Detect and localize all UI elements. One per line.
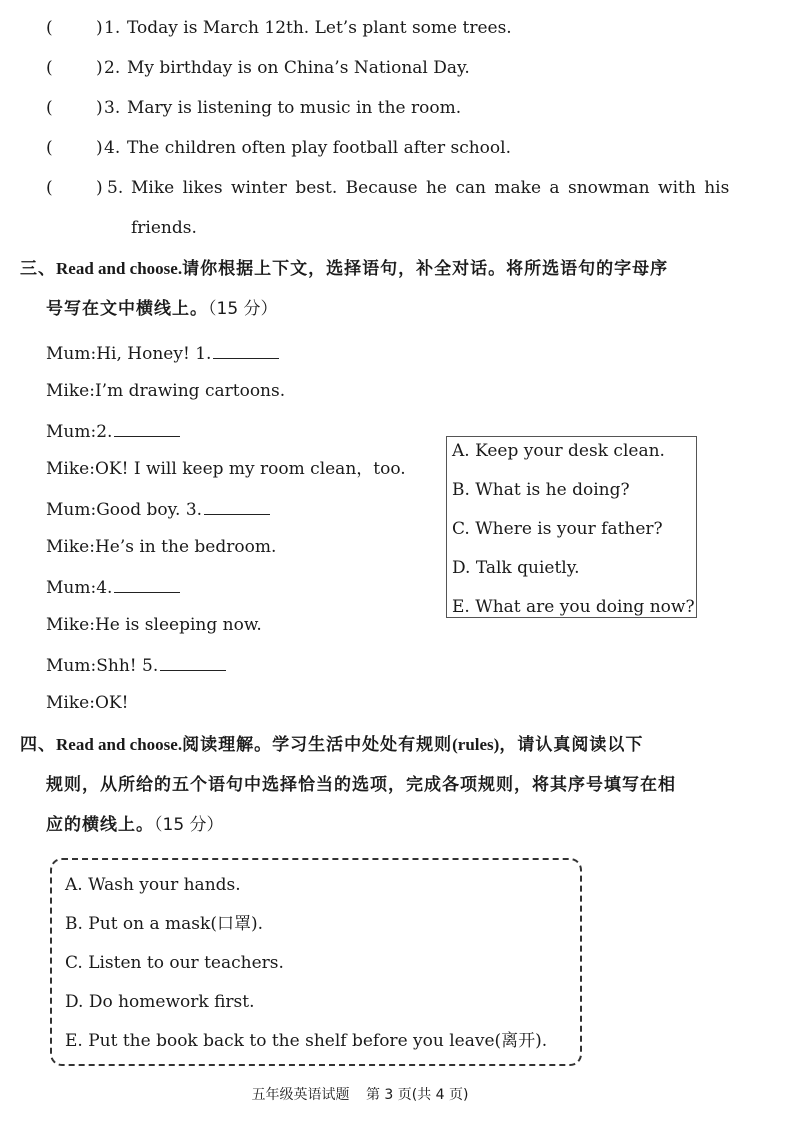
rule-option-b: B. Put on a mask(口罩). bbox=[65, 914, 263, 934]
option-d: D. Talk quietly. bbox=[452, 558, 580, 578]
section-3-heading-cont bbox=[46, 296, 278, 322]
option-c: C. Where is your father? bbox=[452, 519, 663, 539]
answer-paren-close: ) bbox=[96, 18, 103, 38]
item-number: 4. bbox=[104, 138, 121, 158]
section-instruction-cont: 规则，从所给的五个语句中选择恰当的选项，完成各项规则，将其序号填写在相 bbox=[46, 775, 676, 795]
statement-text: Mary is listening to music in the room. bbox=[127, 98, 462, 118]
speaker: Mum bbox=[46, 344, 91, 364]
section-4-heading-cont bbox=[46, 772, 676, 798]
statement-text: The children often play football after school. bbox=[127, 138, 511, 158]
colon: : bbox=[90, 500, 97, 520]
section-instruction: 请你根据上下文，选择语句，补全对话。将所选语句的字母序 bbox=[182, 259, 669, 279]
section-instruction: 阅读理解。学习生活中处处有规则 bbox=[182, 735, 453, 755]
answer-paren-open[interactable]: ( bbox=[46, 18, 53, 38]
dialogue-line bbox=[46, 574, 180, 600]
answer-blank[interactable] bbox=[204, 496, 270, 515]
dialogue-line bbox=[46, 457, 406, 481]
section-number: 四、 bbox=[20, 735, 56, 755]
answer-paren-open[interactable]: ( bbox=[46, 98, 53, 118]
colon: : bbox=[90, 344, 97, 364]
item-number: 3. bbox=[104, 98, 121, 118]
option-a: A. Keep your desk clean. bbox=[452, 441, 665, 461]
rule-option-c: C. Listen to our teachers. bbox=[65, 953, 284, 973]
speaker: Mum bbox=[46, 422, 91, 442]
section-number: 三、 bbox=[20, 259, 56, 279]
section-points: （15 分） bbox=[208, 299, 278, 319]
colon: : bbox=[90, 422, 97, 442]
statement-text: Mike likes winter best. Because he can make a snowman with his bbox=[131, 178, 730, 198]
dialogue-line bbox=[46, 418, 180, 444]
section-points: （15 分） bbox=[154, 815, 224, 835]
section-title-en: Read and choose. bbox=[56, 259, 183, 278]
colon: : bbox=[89, 459, 95, 479]
colon: : bbox=[89, 693, 95, 713]
section-4-heading-cont2 bbox=[46, 812, 224, 838]
utterance: Good boy. 3. bbox=[96, 500, 203, 520]
speaker: Mike bbox=[46, 459, 90, 479]
answer-paren-close: ) bbox=[96, 138, 103, 158]
answer-blank[interactable] bbox=[213, 340, 279, 359]
rule-option-a: A. Wash your hands. bbox=[65, 875, 241, 895]
answer-paren-open[interactable]: ( bbox=[46, 58, 53, 78]
page-footer bbox=[0, 1084, 720, 1104]
rule-option-e: E. Put the book back to the shelf before you leave(离开). bbox=[65, 1031, 548, 1051]
colon: : bbox=[89, 615, 95, 635]
section-instruction-cont: 号写在文中横线上。 bbox=[46, 299, 208, 319]
dialogue-line bbox=[46, 496, 270, 522]
rules-keyword: (rules) bbox=[452, 735, 500, 754]
dialogue-line bbox=[46, 535, 276, 559]
section-3-heading bbox=[20, 256, 668, 282]
speaker: Mike bbox=[46, 693, 90, 713]
statement-text-continued: friends. bbox=[131, 218, 197, 238]
utterance: He’s in the bedroom. bbox=[94, 537, 277, 557]
dialogue-line bbox=[46, 613, 262, 637]
section-4-heading bbox=[20, 732, 643, 758]
answer-blank[interactable] bbox=[114, 574, 180, 593]
answer-paren-close: ) bbox=[96, 58, 103, 78]
speaker: Mike bbox=[46, 615, 90, 635]
colon: : bbox=[90, 656, 97, 676]
option-e: E. What are you doing now? bbox=[452, 597, 695, 617]
answer-paren-close: ) bbox=[96, 178, 103, 198]
speaker: Mike bbox=[46, 537, 90, 557]
item-number: 5. bbox=[107, 178, 124, 198]
options-box bbox=[446, 436, 697, 618]
statement-text: My birthday is on China’s National Day. bbox=[127, 58, 470, 78]
colon: : bbox=[90, 578, 97, 598]
dialogue-line bbox=[46, 340, 279, 366]
utterance: OK! I will keep my room clean，too. bbox=[94, 459, 406, 479]
utterance: He is sleeping now. bbox=[94, 615, 262, 635]
utterance: Hi, Honey! 1. bbox=[96, 344, 212, 364]
answer-blank[interactable] bbox=[160, 652, 226, 671]
speaker: Mum bbox=[46, 500, 91, 520]
rules-options-box bbox=[50, 858, 582, 1066]
answer-paren-close: ) bbox=[96, 98, 103, 118]
answer-blank[interactable] bbox=[114, 418, 180, 437]
utterance: OK! bbox=[94, 693, 129, 713]
answer-paren-open[interactable]: ( bbox=[46, 178, 53, 198]
colon: : bbox=[89, 537, 95, 557]
section-instruction-cont2: 应的横线上。 bbox=[46, 815, 154, 835]
item-number: 1. bbox=[104, 18, 121, 38]
rule-option-d: D. Do homework first. bbox=[65, 992, 255, 1012]
answer-paren-open[interactable]: ( bbox=[46, 138, 53, 158]
item-number: 2. bbox=[104, 58, 121, 78]
dialogue-line bbox=[46, 691, 128, 715]
dialogue-line bbox=[46, 652, 226, 678]
dialogue-line bbox=[46, 379, 285, 403]
utterance: 4. bbox=[96, 578, 113, 598]
colon: : bbox=[89, 381, 95, 401]
utterance: I’m drawing cartoons. bbox=[94, 381, 286, 401]
utterance: Shh! 5. bbox=[96, 656, 159, 676]
utterance: 2. bbox=[96, 422, 113, 442]
statement-text: Today is March 12th. Let’s plant some trees. bbox=[127, 18, 512, 38]
section-instruction-tail: ，请认真阅读以下 bbox=[499, 735, 644, 755]
speaker: Mum bbox=[46, 656, 91, 676]
option-b: B. What is he doing? bbox=[452, 480, 630, 500]
section-title-en: Read and choose. bbox=[56, 735, 183, 754]
speaker: Mike bbox=[46, 381, 90, 401]
page-number: 第 3 页(共 4 页) bbox=[365, 1087, 469, 1103]
exam-title: 五年级英语试题 bbox=[251, 1087, 350, 1103]
speaker: Mum bbox=[46, 578, 91, 598]
